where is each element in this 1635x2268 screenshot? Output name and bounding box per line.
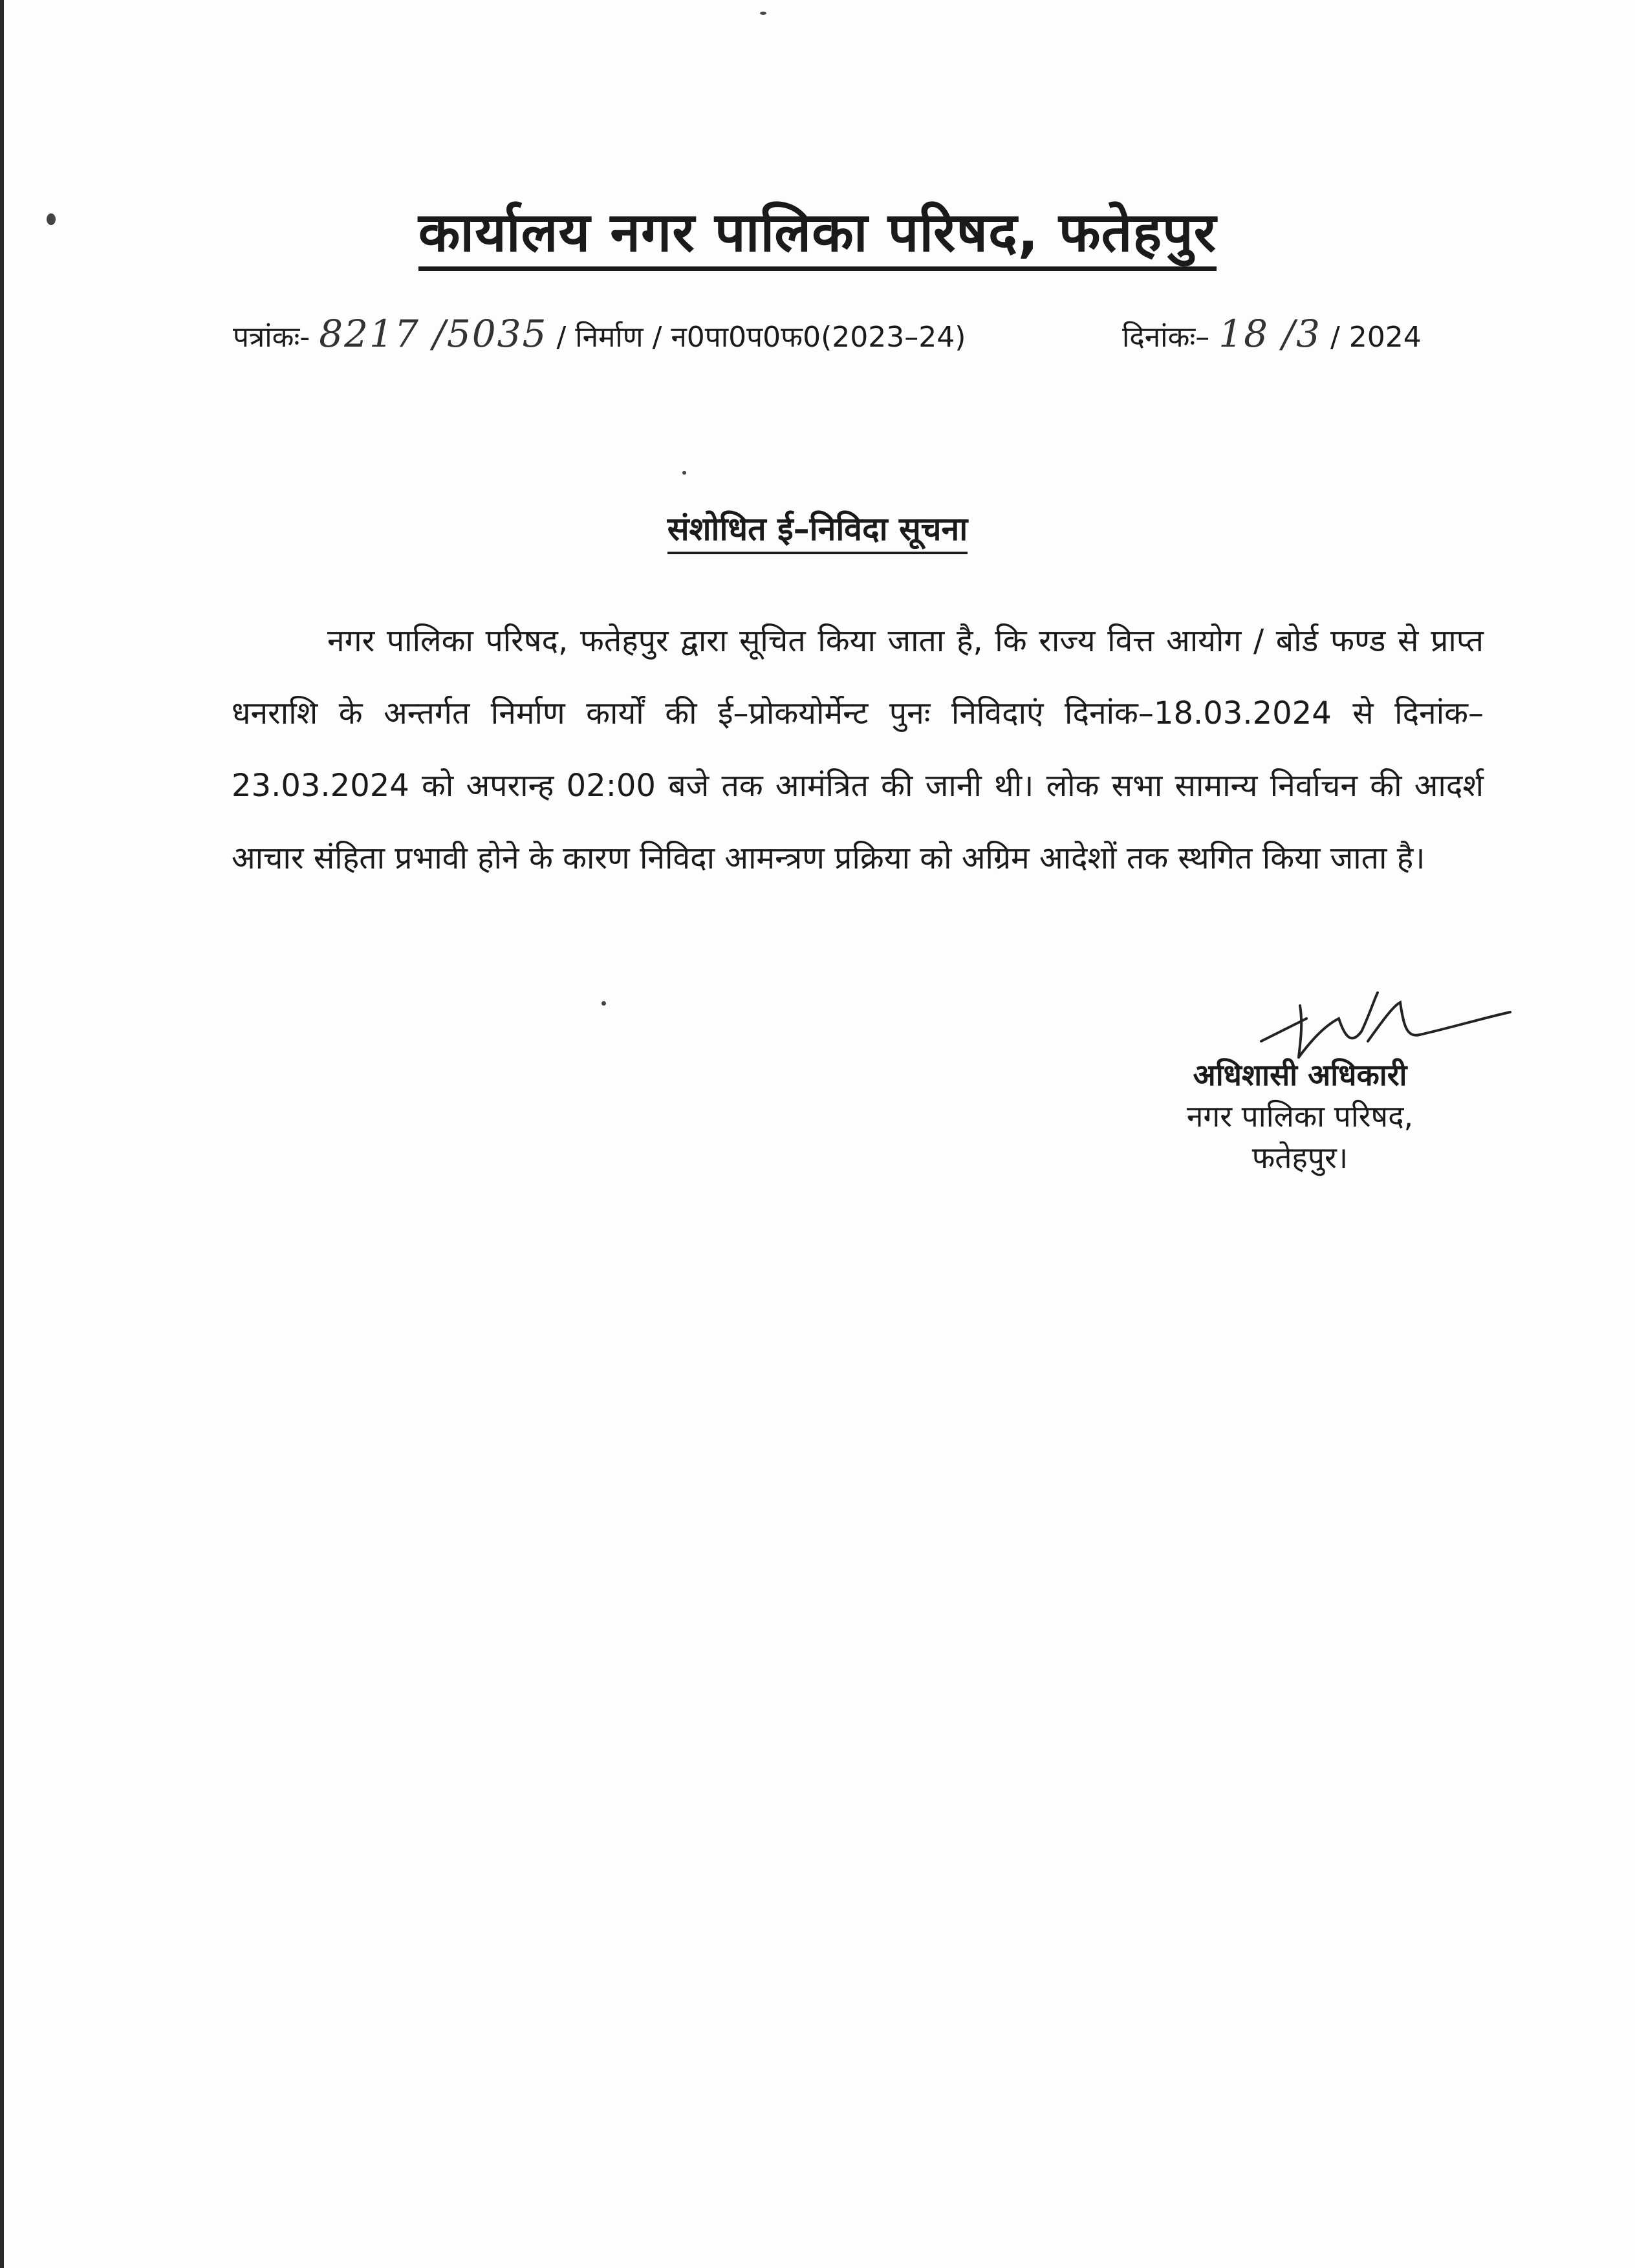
notice-paragraph: नगर पालिका परिषद, फतेहपुर द्वारा सूचित किया जाता है, कि राज्य वित्त आयोग / बोर्ड फण्ड से प्राप्त धनराशि के अन्तर्गत निर्माण कार्यों की ई–प्रोकयोर्मेन्ट पुनः निविदाएं दिनांक–18.03.2024 से दिनांक–23.03.2024 को अपरान्ह 02:00 बजे तक आमंत्रित की जानी थी। लोक सभा सामान्य निर्वाचन की आदर्श आचार संहिता प्रभावी होने के कारण निविदा आमन्त्रण प्रक्रिया को अग्रिम आदेशों तक स्थगित किया जाता है। <box>232 623 1484 876</box>
reference-number-handwritten: 8217 /5035 <box>319 312 548 356</box>
notice-subject-text: संशोधित ई–निविदा सूचना <box>667 510 968 554</box>
signatory-block <box>1132 1054 1468 1178</box>
reference-label: पत्रांकः- <box>233 321 310 354</box>
office-title-text: कार्यालय नगर पालिका परिषद, फतेहपुर <box>418 200 1217 271</box>
notice-body <box>232 605 1484 894</box>
office-title <box>0 193 1635 267</box>
signatory-city: फतेहपुर। <box>1251 1140 1348 1175</box>
date-line <box>1122 312 1422 356</box>
scan-speck <box>47 213 56 225</box>
signatory-organization: नगर पालिका परिषद, <box>1186 1099 1414 1134</box>
date-year: / 2024 <box>1330 321 1422 354</box>
reference-line <box>233 312 966 356</box>
scan-speck <box>760 12 766 15</box>
scan-speck <box>682 471 686 475</box>
reference-suffix: / निर्माण / न0पा0प0फ0(2023–24) <box>556 321 966 354</box>
signatory-designation: अधिशासी अधिकारी <box>1193 1057 1407 1092</box>
scan-edge <box>0 0 4 2268</box>
date-label: दिनांकः– <box>1122 321 1210 354</box>
date-handwritten: 18 /3 <box>1218 312 1321 356</box>
notice-subject <box>0 506 1635 550</box>
scan-speck <box>601 1001 606 1006</box>
